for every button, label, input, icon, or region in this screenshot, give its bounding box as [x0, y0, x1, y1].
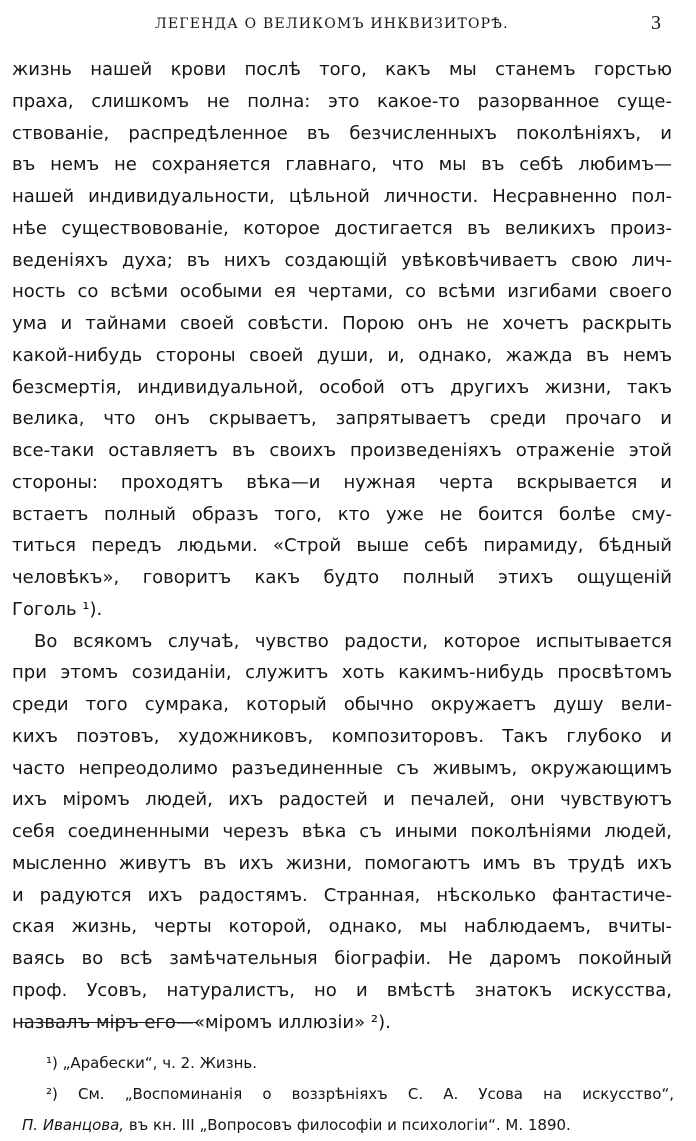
text-line: мысленно живутъ въ ихъ жизни, помогаютъ имъ въ трудѣ ихъ	[12, 852, 672, 874]
text-line: встаетъ полный образъ того, кто уже не боится болѣе сму-	[12, 503, 672, 525]
text-line: какой-нибудь стороны своей души, и, однако, жажда въ немъ	[12, 344, 672, 366]
page-number: 3	[651, 12, 661, 34]
footnote-2-line-2	[22, 1110, 674, 1141]
text-line: при этомъ созиданіи, служитъ хоть какимъ-нибудь просвѣтомъ	[12, 662, 672, 684]
text-line: назвалъ міръ его—«міромъ иллюзіи» ²).	[12, 1011, 391, 1033]
footnote-author: П. Иванцова,	[22, 1116, 125, 1134]
text-line: ствованіе, распредѣленное въ безчисленныхъ поколѣніяхъ, и	[12, 122, 672, 144]
text-line: и радуются ихъ радостямъ. Странная, нѣсколько фантастиче-	[12, 884, 672, 906]
text-line: безсмертія, индивидуальной, особой отъ другихъ жизни, такъ	[12, 376, 672, 398]
running-header	[0, 10, 696, 40]
text-line: кихъ поэтовъ, художниковъ, композиторовъ. Такъ глубоко и	[12, 725, 672, 747]
footnote-divider	[22, 1022, 198, 1023]
text-line: нѣе существовованіе, которое достигается въ великихъ произ-	[12, 217, 672, 239]
text-line: титься передъ людьми. «Строй выше себѣ пирамиду, бѣдный	[12, 535, 672, 557]
footnotes	[22, 1048, 674, 1141]
paragraph-first-line: Во всякомъ случаѣ, чувство радости, которое испытывается	[34, 630, 672, 652]
text-line: стороны: проходятъ вѣка—и нужная черта вскрывается и	[12, 471, 672, 493]
text-line: себя соединенными черезъ вѣка съ иными поколѣніями людей,	[12, 821, 672, 842]
text-line: проф. Усовъ, натуралистъ, но и вмѣстѣ знатокъ искусства,	[12, 979, 672, 1001]
text-line: ихъ міромъ людей, ихъ радостей и печалей, они чувствуютъ	[12, 789, 672, 811]
text-line: въ немъ не сохраняется главнаго, что мы въ себѣ любимъ—	[12, 154, 672, 176]
running-title: ЛЕГЕНДА О ВЕЛИКОМЪ ИНКВИЗИТОРѢ.	[155, 16, 509, 32]
text-line: жизнь нашей крови послѣ того, какъ мы станемъ горстью	[12, 59, 672, 80]
footnote-2-line-1: ²) См. „Воспоминанія о воззрѣніяхъ С. А. Усова на искусство“,	[46, 1085, 674, 1103]
text-line: среди того сумрака, который обычно окружаетъ душу вели-	[12, 694, 672, 715]
body-text	[12, 54, 672, 1038]
text-line: праха, слишкомъ не полна: это какое-то разорванное суще-	[12, 90, 672, 112]
text-line: нашей индивидуальности, цѣльной личности. Несравненно пол-	[12, 186, 672, 207]
footnote-1: ¹) „Арабески“, ч. 2. Жизнь.	[46, 1054, 257, 1072]
text-line: ваясь во всѣ замѣчательныя біографіи. Не даромъ покойный	[12, 948, 672, 969]
text-line: все-таки оставляетъ въ своихъ произведеніяхъ отраженіе этой	[12, 440, 672, 461]
text-line: Гоголь ¹).	[12, 598, 103, 620]
text-line: ность со всѣми особыми ея чертами, со всѣми изгибами своего	[12, 281, 672, 303]
text-line: велика, что онъ скрываетъ, запрятываетъ среди прочаго и	[12, 408, 672, 430]
text-line: веденіяхъ духа; въ нихъ создающій увѣковѣчиваетъ свою лич-	[12, 249, 672, 271]
text-line: часто непреодолимо разъединенные съ живымъ, окружающимъ	[12, 757, 672, 779]
footnote-2-rest: въ кн. III „Вопросовъ философіи и психологіи“. М. 1890.	[124, 1116, 571, 1134]
text-line: ума и тайнами своей совѣсти. Порою онъ не хочетъ раскрыть	[12, 313, 672, 334]
text-line: ская жизнь, черты которой, однако, мы наблюдаемъ, вчиты-	[12, 916, 672, 938]
text-line: человѣкъ», говоритъ какъ будто полный этихъ ощущеній	[12, 567, 672, 588]
